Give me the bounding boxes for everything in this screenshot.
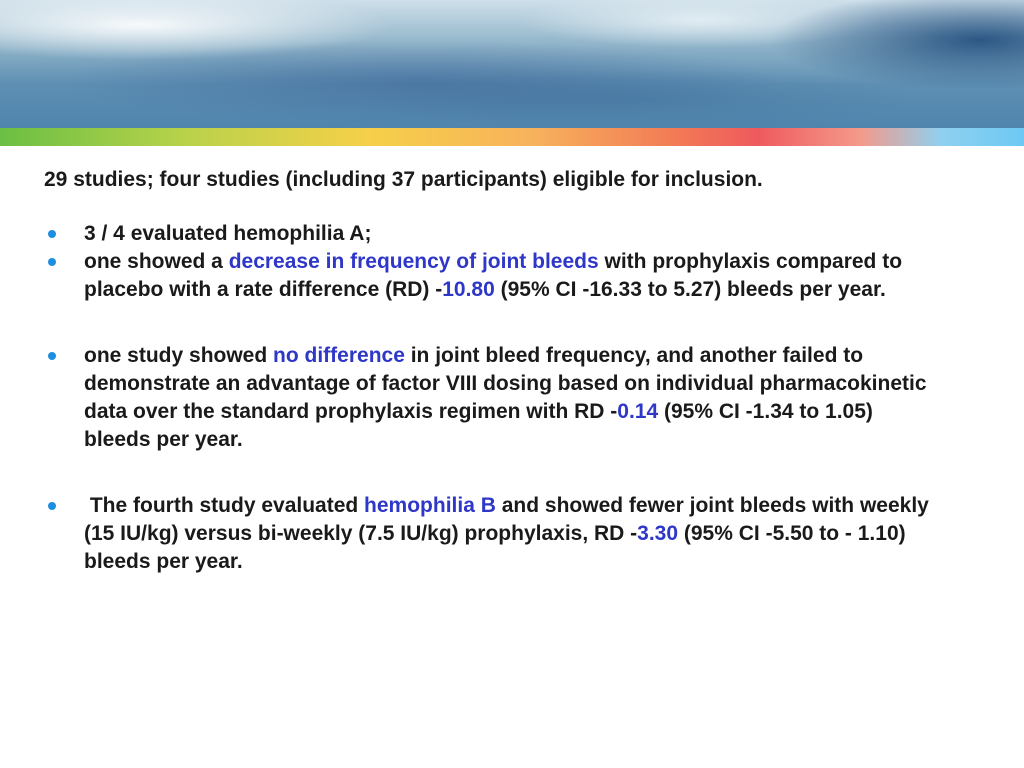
bullet-1-text: 3 / 4 evaluated hemophilia A; bbox=[84, 222, 372, 245]
intro-text: 29 studies; four studies (including 37 participants) eligible for inclusion. bbox=[44, 168, 763, 191]
bullet-2-text-2: with prophylaxis compared to placebo with a rate difference (RD) - bbox=[84, 250, 903, 301]
bullet-2-highlight-1: decrease in frequency of joint bleeds bbox=[228, 250, 599, 273]
bullet-dot-icon bbox=[48, 230, 56, 238]
bullet-dot-icon bbox=[48, 258, 56, 266]
bullet-3-highlight-1: no difference bbox=[273, 344, 405, 367]
bullet-3-text-2: in joint bleed frequency, and another failed to demonstrate an advantage of factor VIII dosing based on individual pharmacokinetic data over the standard prophylaxis regimen with RD - bbox=[84, 344, 927, 423]
bullet-2-text-3: (95% CI -16.33 to 5.27) bleeds per year. bbox=[494, 278, 886, 301]
header-banner-image bbox=[0, 0, 1024, 130]
bullet-4-highlight-1: hemophilia B bbox=[364, 494, 496, 517]
bullet-3-text-3: (95% CI -1.34 to 1.05) bleeds per year. bbox=[84, 400, 873, 451]
header-color-strip bbox=[0, 128, 1024, 146]
bullet-item-3 bbox=[44, 342, 944, 454]
bullet-4-text-2: and showed fewer joint bleeds with weekly (15 IU/kg) versus bi-weekly (7.5 IU/kg) prophylaxis, RD - bbox=[84, 494, 929, 545]
bullet-item-4 bbox=[44, 492, 944, 576]
bullet-2-text-1: one showed a bbox=[84, 250, 229, 273]
bullet-2-highlight-2: 10.80 bbox=[442, 278, 495, 301]
bullet-4-text-1: The fourth study evaluated bbox=[84, 494, 365, 517]
bullet-dot-icon bbox=[48, 352, 56, 360]
bullet-list bbox=[44, 220, 944, 576]
bullet-dot-icon bbox=[48, 502, 56, 510]
bullet-item-2 bbox=[44, 248, 944, 304]
bullet-4-highlight-2: 3.30 bbox=[637, 522, 679, 545]
bullet-4-text-3: (95% CI -5.50 to - 1.10) bleeds per year. bbox=[84, 522, 906, 573]
slide-body bbox=[44, 166, 944, 576]
bullet-item-1 bbox=[44, 220, 944, 248]
bullet-3-text-1: one study showed bbox=[84, 344, 274, 367]
bullet-3-highlight-2: 0.14 bbox=[617, 400, 659, 423]
